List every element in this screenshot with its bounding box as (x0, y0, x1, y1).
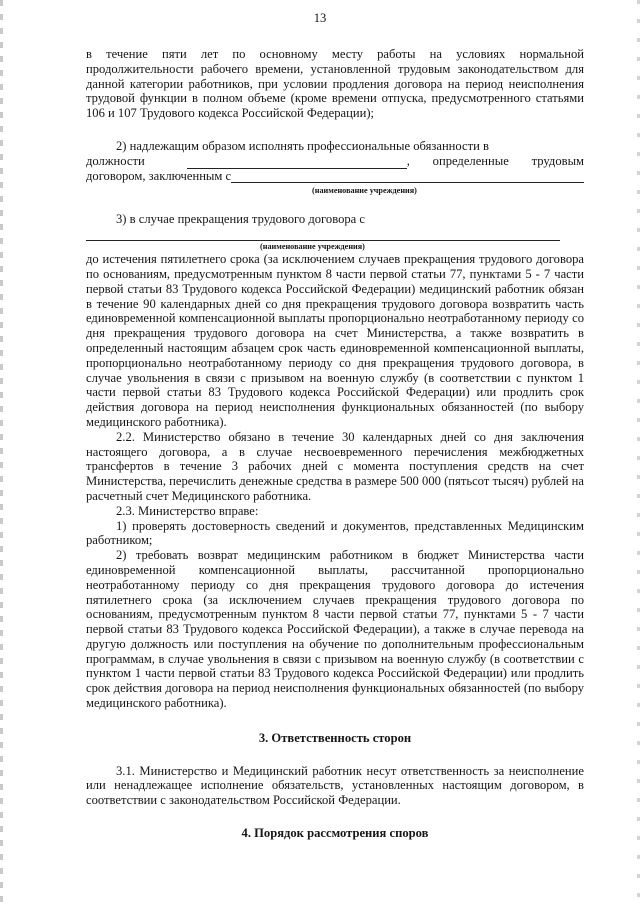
position-blank-line (187, 156, 407, 169)
position-comma: , (406, 153, 410, 168)
page-number: 13 (313, 11, 327, 25)
labor-word: трудовым (531, 153, 585, 168)
paragraph-2-3-2: 2) требовать возврат медицинским работником в бюджет Министерства части единовременной компенсационной выплаты, рассчитанной пропорционально неотработанному периоду со дня прекращения трудового договора до истечения пятилетнего срока (за исключением случаев прекращения трудового договора по основаниям, предусмотренным пунктом 8 части первой статьи 77, пунктами 5 - 7 части первой статьи 83 Трудового кодекса Российской Федерации), а также в случае перевода на другую должность или поступления на обучение по дополнительным профессиональным программам, в случае увольнения в связи с призывом на военную службу (в соответствии с пунктом 1 части первой статьи 83 Трудового кодекса Российской Федерации) или продлить срок действия договора на период неисполнения функциональных обязанностей (по выбору медицинского работника). (86, 548, 584, 711)
paragraph-2-3: 2.3. Министерство вправе: (116, 503, 259, 518)
institution-blank-line-1 (231, 170, 584, 183)
institution-caption-2: (наименование учреждения) (260, 242, 365, 252)
section-3-heading: 3. Ответственность сторон (258, 730, 412, 745)
position-label: должности (86, 153, 145, 168)
item-2-position-row (86, 154, 584, 169)
contract-label: договором, заключенным с (86, 168, 232, 183)
section-4-heading: 4. Порядок рассмотрения споров (241, 826, 429, 841)
paragraph-2-3-1: 1) проверять достоверность сведений и документов, представленных Медицинским работником; (86, 518, 584, 548)
paragraph-continuation: в течение пяти лет по основному месту работы на условиях нормальной продолжительности рабочего времени, установленной трудовым законодательством для данной категории работников, при условии продления договора на период неисполнения трудовой функции в полном объеме (кроме времени отпуска, предусмотренного статьями 106 и 107 Трудового кодекса Российской Федерации); (86, 47, 584, 121)
institution-caption-1: (наименование учреждения) (312, 186, 417, 196)
defined-word: определенные (432, 153, 509, 168)
institution-blank-line-2 (86, 228, 560, 241)
paragraph-2-2: 2.2. Министерство обязано в течение 30 календарных дней со дня заключения настоящего договора, а в случае несвоевременного перечисления межбюджетных трансфертов в течение 3 рабочих дней с момента поступления средств на счет Министерства, перечислить денежные средства в размере 500 000 (пятьсот тысяч) рублей на расчетный счет Медицинского работника. (86, 429, 584, 503)
item-2-intro: 2) надлежащим образом исполнять профессиональные обязанности в (116, 138, 489, 153)
item-3-intro: 3) в случае прекращения трудового договора с (116, 212, 365, 227)
item-3-text: до истечения пятилетнего срока (за исключением случаев прекращения трудового договора по основаниям, предусмотренным пунктом 8 части первой статьи 77, пунктами 5 - 7 части первой статьи 83 Трудового кодекса Российской Федерации) медицинский работник обязан в течение 90 календарных дней со дня прекращения трудового договора возвратить часть единовременной компенсационной выплаты пропорционально неотработанному периоду со дня прекращения трудового договора на счет Министерства, а также возвратить в определенный настоящим абзацем срок часть единовременной компенсационной выплаты, пропорционально неотработанному периоду со дня прекращения трудового договора, в случае увольнения в связи с призывом на военную службу (в соответствии с пунктом 1 части первой статьи 83 Трудового кодекса Российской Федерации) или продлить срок действия договора на период неисполнения функциональных обязанностей (по выбору медицинского работника). (86, 252, 584, 429)
document-body (86, 47, 584, 841)
left-scan-edge (0, 0, 3, 905)
item-2-contract-row (86, 169, 584, 184)
paragraph-3-1: 3.1. Министерство и Медицинский работник несут ответственность за неисполнение или ненадлежащее исполнение обязательств, установленных настоящим договором, в соответствии с законодательством Российской Федерации. (86, 763, 584, 808)
